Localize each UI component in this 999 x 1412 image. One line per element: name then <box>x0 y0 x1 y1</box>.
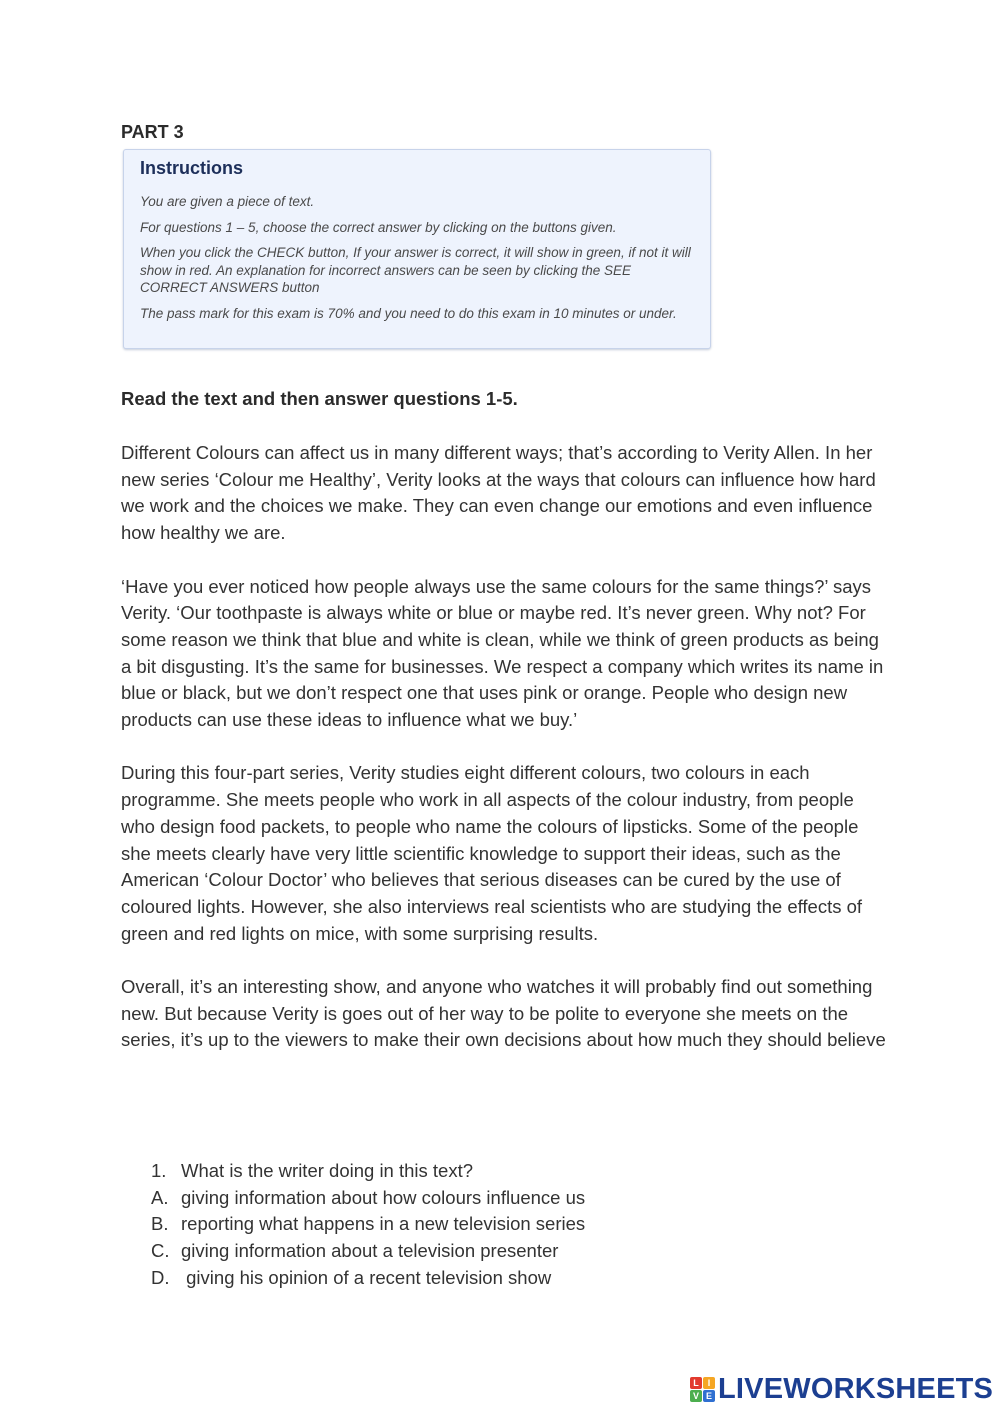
question-number: 1. <box>151 1160 167 1181</box>
logo-letter: V <box>690 1390 702 1402</box>
logo-letter: L <box>690 1377 702 1389</box>
instruction-line: You are given a piece of text. <box>140 194 315 209</box>
question-text: What is the writer doing in this text? <box>181 1160 474 1181</box>
option-text: giving information about a television presenter <box>181 1240 559 1262</box>
option-letter: B. <box>151 1213 169 1235</box>
passage-paragraph: Overall, it’s an interesting show, and anyone who watches it will probably find out something new. But because Verity is goes out of her way to be polite to everyone she meets on the series, it’s up to the viewers to make their own decisions about how much they should believe <box>121 976 886 1051</box>
logo-icon <box>690 1377 715 1402</box>
passage-paragraph: Different Colours can affect us in many different ways; that’s according to Verity Allen. In her new series ‘Colour me Healthy’, Verity looks at the ways that colours can influence how hard we work and the choices we make. They can even change our emotions and even influence how healthy we are. <box>121 442 876 544</box>
answer-option-b[interactable] <box>151 1211 585 1238</box>
option-letter: A. <box>151 1186 169 1208</box>
instructions-heading: Instructions <box>140 158 244 178</box>
instruction-line: When you click the CHECK button, If your answer is correct, it will show in green, if not it will show in red. An explanation for incorrect answers can be seen by clicking the SEE CORRECT ANSWERS button <box>140 245 691 295</box>
option-text: reporting what happens in a new television series <box>181 1213 586 1235</box>
option-text: giving information about how colours influence us <box>181 1186 586 1208</box>
passage-paragraph: ‘Have you ever noticed how people always use the same colours for the same things?’ says Verity. ‘Our toothpaste is always white or blue or maybe red. It’s never green. Why not? For some reason we think that blue and white is clean, while we think of green products as being a bit disgusting. It’s the same for businesses. We respect a company which writes its name in blue or black, but we don’t respect one that uses pink or orange. People who design new products can use these ideas to influence what we buy.’ <box>121 575 884 731</box>
logo-text: LIVEWORKSHEETS <box>718 1373 994 1405</box>
answer-option-c[interactable] <box>151 1238 585 1265</box>
question-stem <box>151 1158 585 1185</box>
option-letter: C. <box>151 1240 170 1262</box>
instruction-line: For questions 1 – 5, choose the correct answer by clicking on the buttons given. <box>140 219 617 235</box>
logo-letter: I <box>703 1377 715 1389</box>
instructions-box <box>123 149 711 349</box>
option-text: giving his opinion of a recent television show <box>181 1266 552 1288</box>
question-1 <box>151 1158 585 1292</box>
instruction-line: The pass mark for this exam is 70% and you need to do this exam in 10 minutes or under. <box>140 305 677 321</box>
option-letter: D. <box>151 1266 170 1288</box>
answer-option-a[interactable] <box>151 1185 585 1212</box>
logo-letter: E <box>703 1390 715 1402</box>
answer-option-d[interactable] <box>151 1265 585 1292</box>
reading-passage <box>121 440 891 1081</box>
passage-paragraph: During this four-part series, Verity studies eight different colours, two colours in each programme. She meets people who work in all aspects of the colour industry, from people who design food packets, to people who name the colours of lipsticks. Some of the people she meets clearly have very little scientific knowledge to support their ideas, such as the American ‘Colour Doctor’ who believes that serious diseases can be cured by the use of coloured lights. However, she also interviews real scientists who are studying the effects of green and red lights on mice, with some surprising results. <box>121 762 863 944</box>
read-heading: Read the text and then answer questions 1-5. <box>121 388 518 409</box>
liveworksheets-logo <box>690 1373 993 1406</box>
part-title: PART 3 <box>121 122 184 142</box>
